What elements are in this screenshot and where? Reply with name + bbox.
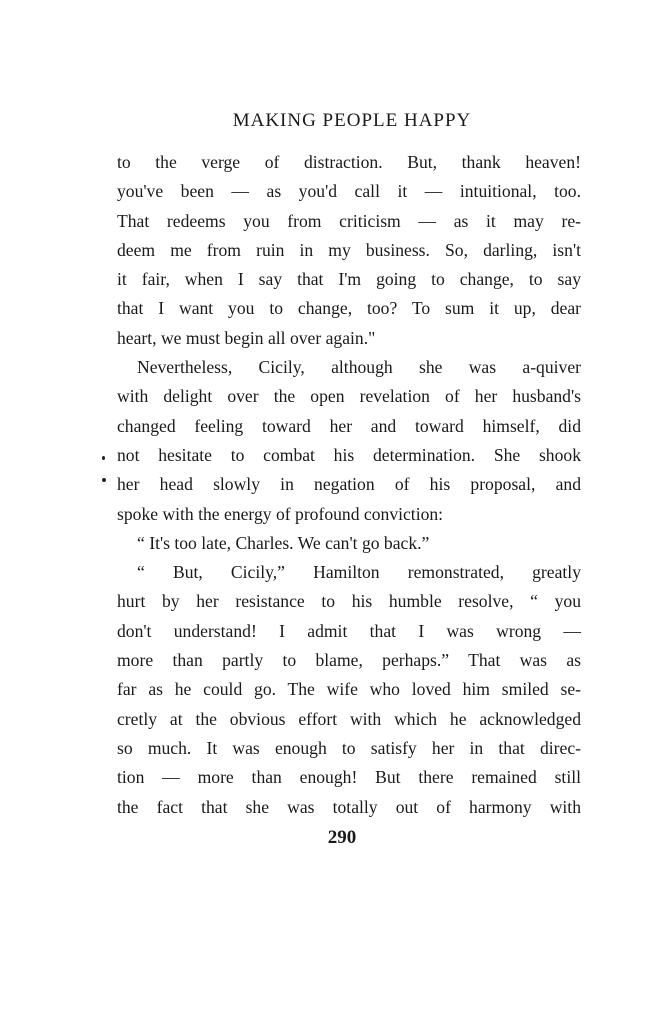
- text-line: it fair, when I say that I'm going to change, to say: [117, 269, 581, 290]
- text-line: hurt by her resistance to his humble resolve, “ you: [117, 591, 581, 612]
- text-line: “ It's too late, Charles. We can't go back.”: [137, 532, 430, 553]
- page-number: 290: [327, 827, 357, 848]
- text-line: changed feeling toward her and toward himself, did: [117, 415, 581, 436]
- running-head: MAKING PEOPLE HAPPY: [232, 110, 472, 131]
- text-line: the fact that she was totally out of harmony with: [117, 796, 581, 817]
- text-line: tion — more than enough! But there remained still: [117, 767, 581, 788]
- text-line: deem me from ruin in my business. So, darling, isn't: [117, 239, 581, 260]
- text-line: Nevertheless, Cicily, although she was a-quiver: [137, 357, 581, 378]
- ink-speck: [102, 456, 105, 460]
- text-line: “ But, Cicily,” Hamilton remonstrated, greatly: [137, 562, 581, 583]
- text-line: far as he could go. The wife who loved him smiled se-: [117, 679, 581, 700]
- text-line: heart, we must begin all over again.": [117, 327, 376, 348]
- text-line: so much. It was enough to satisfy her in that direc-: [117, 737, 581, 758]
- text-line: more than partly to blame, perhaps.” That was as: [117, 650, 581, 671]
- text-line: not hesitate to combat his determination. She shook: [117, 444, 581, 465]
- body-text: [117, 148, 581, 822]
- text-line: That redeems you from criticism — as it may re-: [117, 210, 581, 231]
- text-line: with delight over the open revelation of her husband's: [117, 386, 581, 407]
- text-line: her head slowly in negation of his proposal, and: [117, 474, 581, 495]
- text-line: that I want you to change, too? To sum it up, dear: [117, 298, 581, 319]
- text-line: to the verge of distraction. But, thank heaven!: [117, 152, 581, 172]
- text-line: spoke with the energy of profound conviction:: [117, 503, 444, 524]
- text-line: you've been — as you'd call it — intuitional, too.: [117, 181, 581, 202]
- ink-speck: [102, 478, 106, 482]
- text-line: don't understand! I admit that I was wrong —: [117, 620, 581, 641]
- text-line: cretly at the obvious effort with which he acknowledged: [117, 708, 581, 729]
